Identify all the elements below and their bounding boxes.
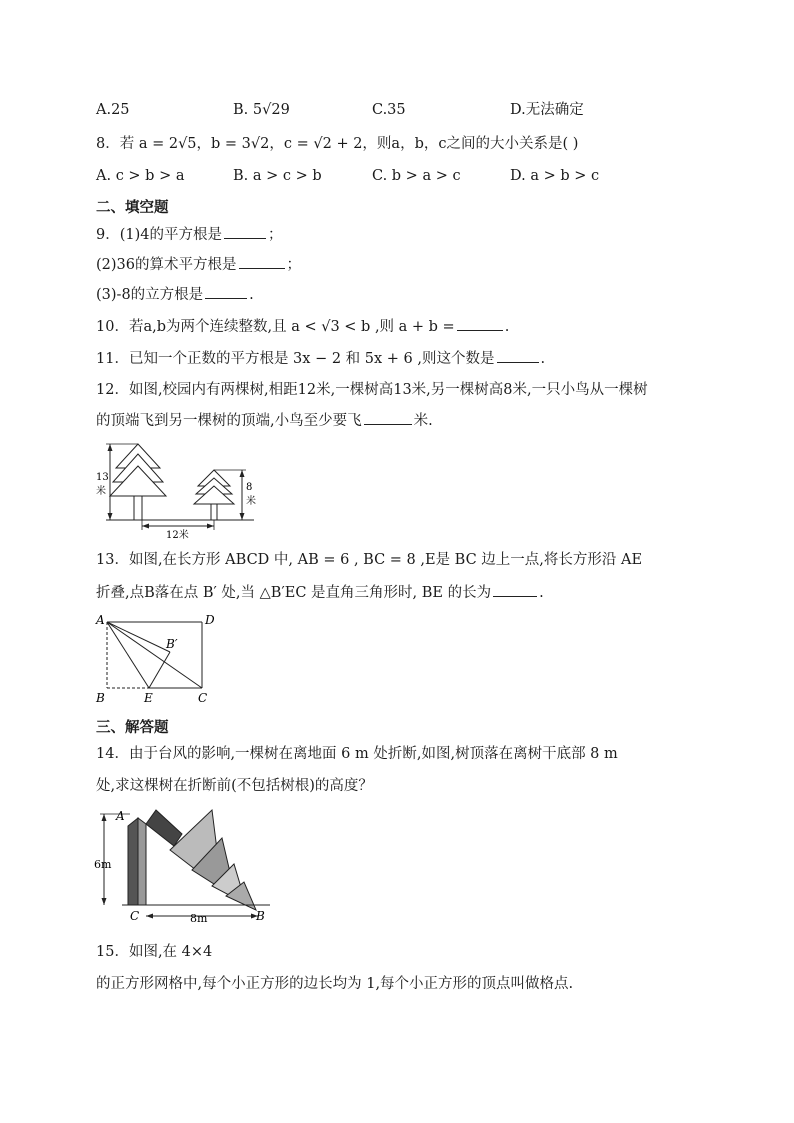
- q11-line: [96, 348, 545, 369]
- tall-tree-icon: [110, 444, 166, 520]
- label-b: B: [256, 909, 265, 923]
- q10-text: 10．若a,b为两个连续整数,且 a < √3 < b ,则 a + b =: [96, 319, 455, 335]
- q9-part1-text: 9．(1)4的平方根是: [96, 227, 222, 243]
- q10-end: .: [504, 319, 510, 335]
- q8-option-c: C. b > a > c: [372, 168, 461, 184]
- height-label: 6m: [94, 858, 112, 871]
- q13-line2: [96, 582, 544, 603]
- answer-blank[interactable]: [224, 224, 266, 239]
- q12-line1: 12．如图,校园内有两棵树,相距12米,一棵树高13米,另一棵树高8米,一只小鸟从一棵树: [96, 382, 648, 398]
- q8-option-a: A. c > b > a: [96, 168, 185, 184]
- q9-part3-text: (3)-8的立方根是: [96, 287, 204, 303]
- tree-trunk-icon: [128, 818, 138, 905]
- q8-stem: 8．若 a = 2√5，b = 3√2，c = √2 + 2，则a，b，c之间的大小关系是( ): [96, 136, 579, 152]
- q7-option-c: C.35: [372, 102, 406, 118]
- q8-option-d: D. a > b > c: [510, 168, 600, 184]
- label-b: B: [96, 691, 105, 705]
- q9-part2-text: (2)36的算术平方根是: [96, 257, 237, 273]
- q9-part2: [96, 254, 301, 275]
- right-height-number: 8: [246, 482, 253, 493]
- q12-line2-text: 的顶端飞到另一棵树的顶端,小鸟至少要飞: [96, 413, 362, 429]
- short-tree-icon: [194, 470, 234, 520]
- q9-part3: [96, 284, 254, 305]
- q9-part3-end: .: [249, 287, 254, 303]
- q9-part2-end: ；: [286, 257, 301, 273]
- q12-line2: [96, 410, 433, 431]
- label-b-prime: B′: [166, 637, 178, 651]
- q12-line2-end: 米.: [413, 413, 433, 429]
- right-height-unit: 米: [246, 496, 256, 507]
- label-c: C: [130, 909, 140, 923]
- label-c: C: [198, 691, 208, 705]
- q13-line2-end: .: [539, 585, 544, 601]
- broken-tree-figure: [94, 806, 274, 924]
- section-heading-solve: 三、解答题: [96, 720, 169, 736]
- q14-line2: 处,求这棵树在折断前(不包括树根)的高度？: [96, 778, 373, 794]
- q8-option-b: B. a > c > b: [233, 168, 322, 184]
- answer-blank[interactable]: [364, 410, 412, 425]
- label-a: A: [96, 613, 105, 627]
- q10-line: [96, 316, 509, 337]
- answer-blank[interactable]: [493, 582, 537, 597]
- section-heading-fill-in: 二、填空题: [96, 200, 169, 216]
- q7-option-b: B. 5√29: [233, 102, 290, 118]
- rectangle-fold-figure: [94, 610, 224, 706]
- label-a: A: [116, 809, 125, 823]
- answer-blank[interactable]: [497, 348, 539, 363]
- fallen-trunk-icon: [146, 810, 182, 846]
- left-height-unit: 米: [96, 486, 106, 497]
- q15-line1: 15．如图,在 4×4: [96, 944, 213, 960]
- left-height-number: 13: [96, 472, 109, 483]
- q14-line1: 14．由于台风的影响,一棵树在离地面 6 m 处折断,如图,树顶落在离树干底部 8 m: [96, 746, 618, 762]
- q7-option-d: D.无法确定: [510, 102, 584, 118]
- answer-blank[interactable]: [205, 284, 247, 299]
- answer-blank[interactable]: [457, 316, 503, 331]
- two-trees-figure: [94, 440, 264, 540]
- q9-part1-end: ；: [268, 227, 283, 243]
- q13-line2-text: 折叠,点B落在点 B′ 处,当 △B′EC 是直角三角形时, BE 的长为: [96, 585, 492, 601]
- q7-option-a: A.25: [96, 102, 130, 118]
- label-e: E: [144, 691, 153, 705]
- answer-blank[interactable]: [239, 254, 285, 269]
- q9-part1: [96, 224, 283, 245]
- distance-label: 12米: [166, 530, 189, 541]
- q15-line2: 的正方形网格中,每个小正方形的边长均为 1,每个小正方形的顶点叫做格点.: [96, 976, 574, 992]
- distance-label: 8m: [190, 912, 208, 925]
- q13-line1: 13．如图,在长方形 ABCD 中, AB = 6 , BC = 8 ,E是 BC 边上一点,将长方形沿 AE: [96, 552, 643, 568]
- label-d: D: [205, 613, 215, 627]
- q11-end: .: [540, 351, 546, 367]
- q11-text: 11．已知一个正数的平方根是 3x − 2 和 5x + 6 ,则这个数是: [96, 351, 495, 367]
